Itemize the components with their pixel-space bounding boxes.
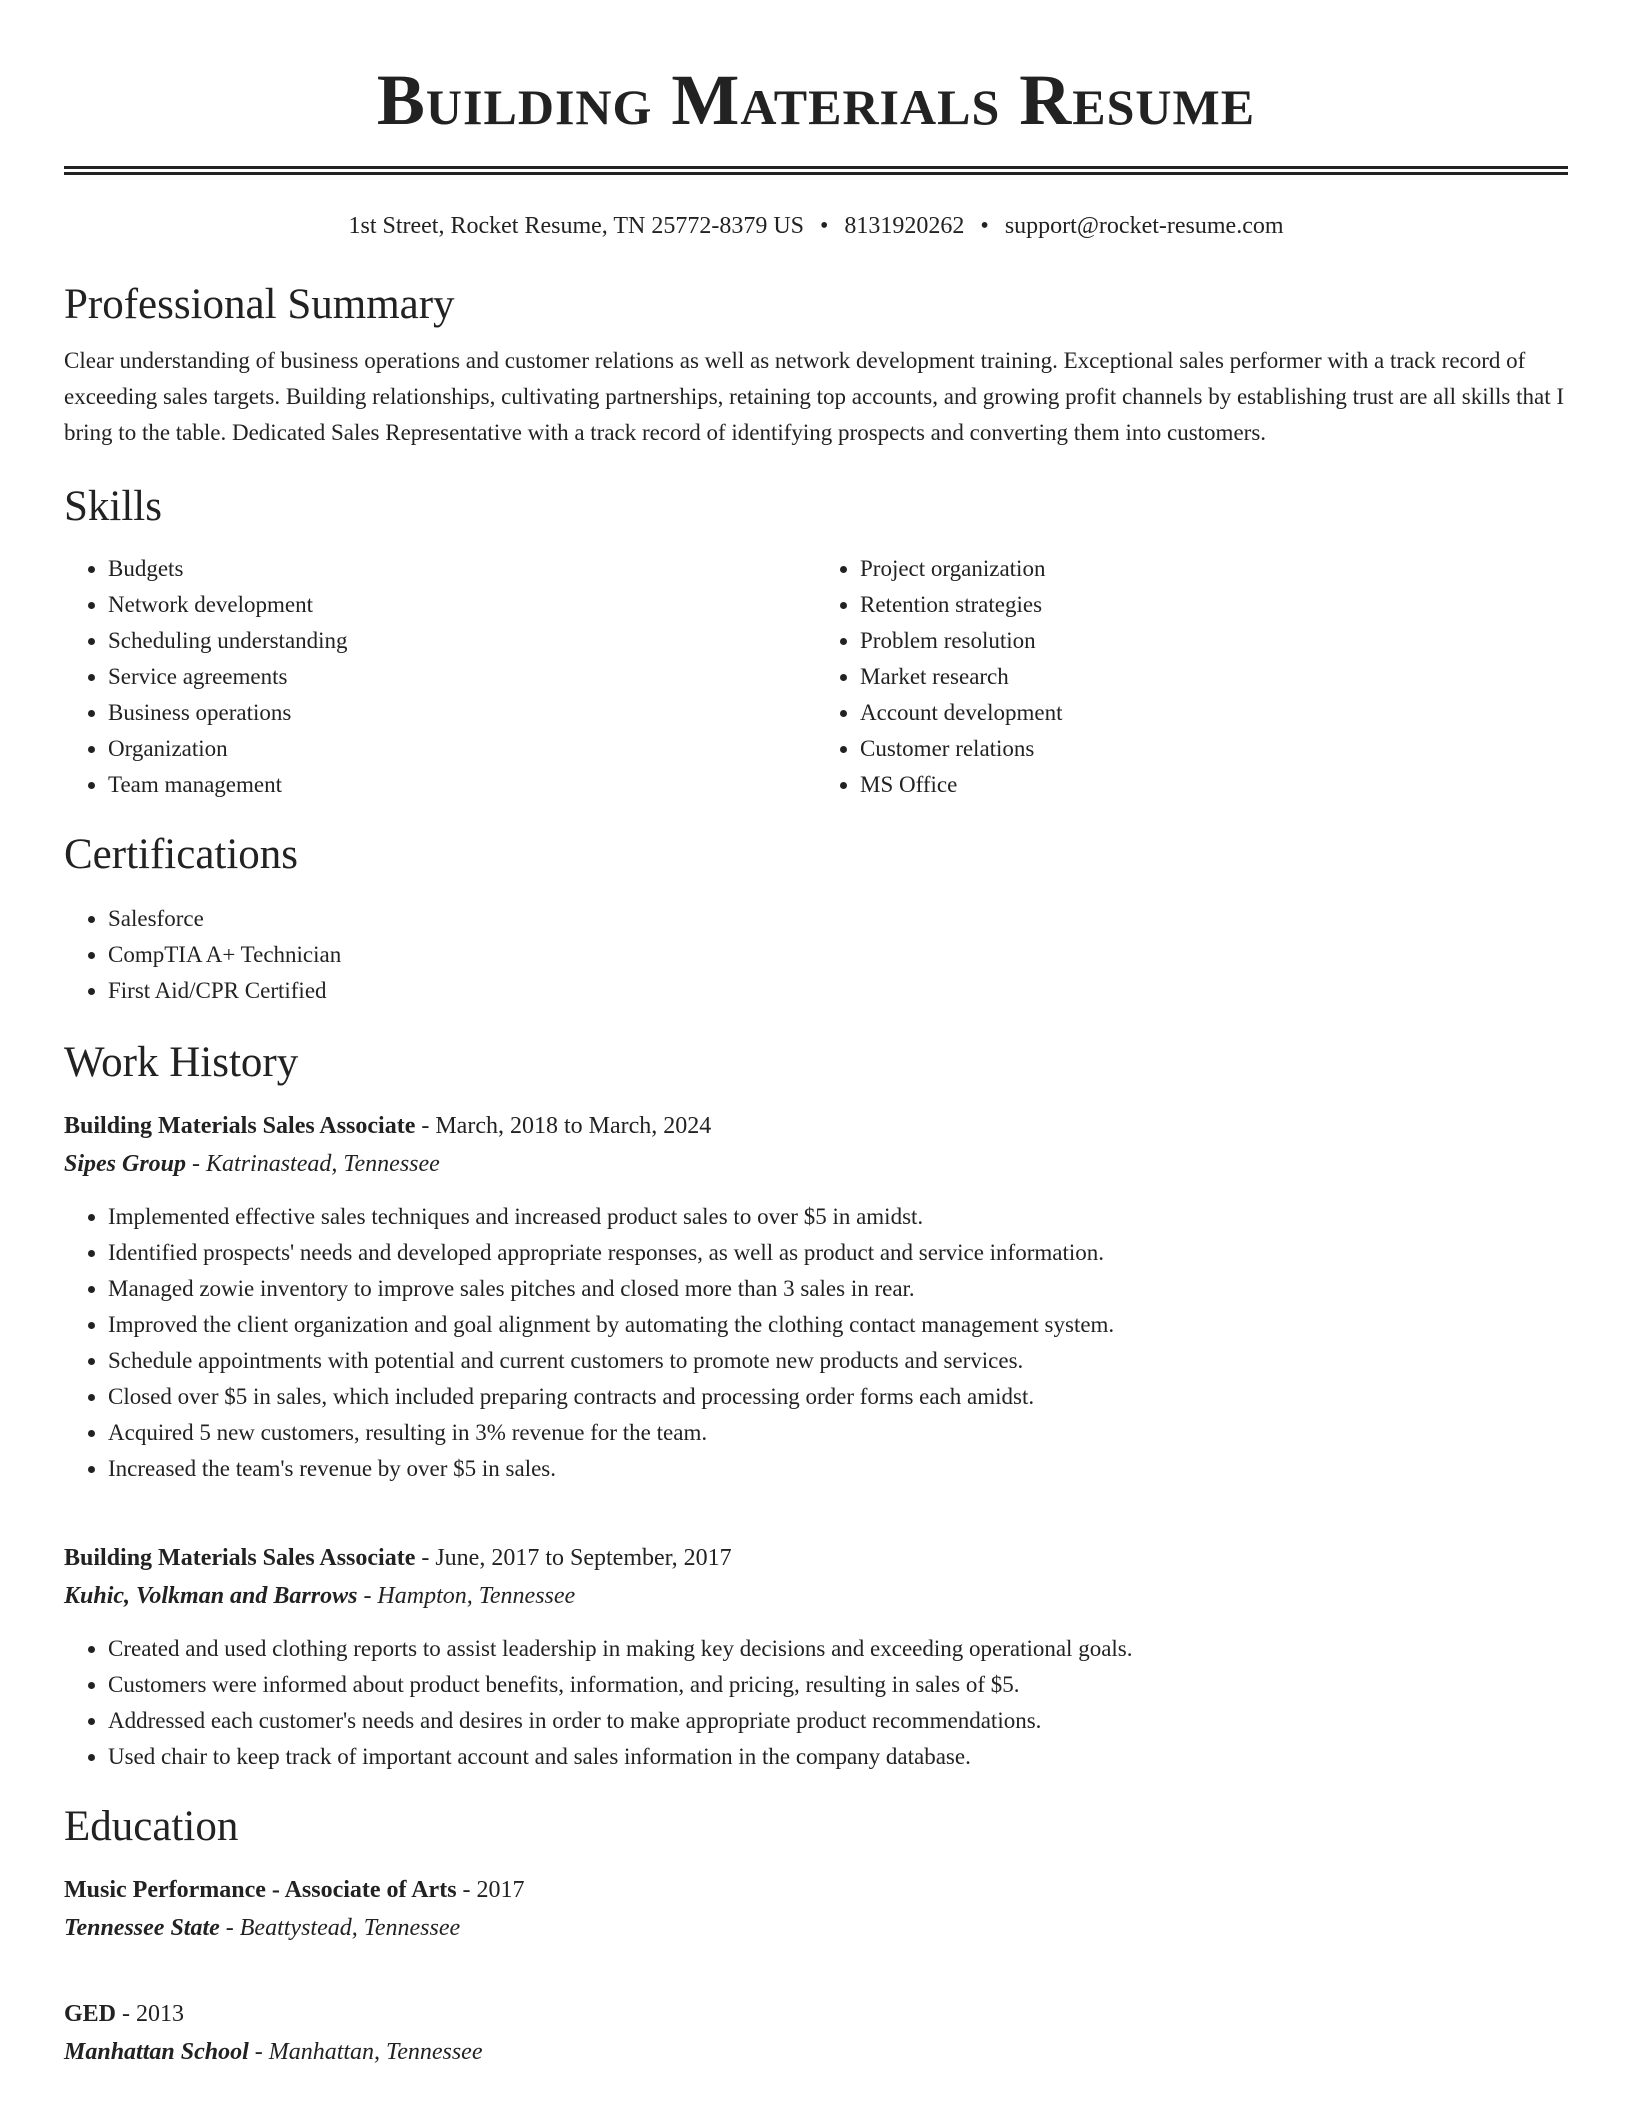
job-header xyxy=(64,1539,1568,1577)
education-school: Tennessee State xyxy=(64,1915,220,1941)
job-location: - Hampton, Tennessee xyxy=(357,1583,576,1609)
job-bullet: • Identified prospects' needs and developed appropriate responses, as well as product and service information. xyxy=(108,1235,1568,1271)
job-bullet: • Closed over $5 in sales, which included preparing contracts and processing order forms each amidst. xyxy=(108,1379,1568,1415)
job-bullet: • Used chair to keep track of important account and sales information in the company database. xyxy=(108,1739,1568,1775)
title-double-rule xyxy=(64,166,1568,175)
job-company-line xyxy=(64,1145,1568,1183)
education-school-line xyxy=(64,2033,1568,2071)
education-header xyxy=(64,1871,1568,1909)
job-bullets xyxy=(64,1631,1568,1775)
contact-email: support@rocket-resume.com xyxy=(1004,213,1284,239)
job-dates: - March, 2018 to March, 2024 xyxy=(415,1113,712,1139)
education-degree: Music Performance - Associate of Arts xyxy=(64,1877,457,1903)
skill-item: • Retention strategies xyxy=(860,587,1568,623)
job-bullet: • Increased the team's revenue by over $5 in sales. xyxy=(108,1451,1568,1487)
education-school: Manhattan School xyxy=(64,2039,249,2065)
job-company: Kuhic, Volkman and Barrows xyxy=(64,1583,358,1609)
skill-item: • Account development xyxy=(860,695,1568,731)
section-heading-summary: Professional Summary xyxy=(64,281,455,328)
certification-item: • CompTIA A+ Technician xyxy=(108,937,1568,973)
education-entry xyxy=(64,1871,1568,1947)
job-bullet: • Improved the client organization and goal alignment by automating the clothing contact management system. xyxy=(108,1307,1568,1343)
certifications-section xyxy=(64,829,1568,1009)
skills-section xyxy=(64,481,1568,803)
skills-list-right xyxy=(816,551,1568,803)
job-bullet: • Addressed each customer's needs and desires in order to make appropriate product recommendations. xyxy=(108,1703,1568,1739)
education-degree: GED xyxy=(64,2001,117,2027)
skill-item: • Problem resolution xyxy=(860,623,1568,659)
job-bullet: • Schedule appointments with potential and current customers to promote new products and services. xyxy=(108,1343,1568,1379)
education-school-line xyxy=(64,1909,1568,1947)
job-company-line xyxy=(64,1577,1568,1615)
education-header xyxy=(64,1995,1568,2033)
contact-separator: • xyxy=(820,213,829,239)
education-year: - 2013 xyxy=(116,2001,185,2027)
education-location: - Manhattan, Tennessee xyxy=(248,2039,483,2065)
section-heading-work-history: Work History xyxy=(64,1039,299,1086)
job-title: Building Materials Sales Associate xyxy=(64,1113,416,1139)
summary-section xyxy=(64,279,1568,451)
section-heading-education: Education xyxy=(64,1803,239,1850)
education-section xyxy=(64,1801,1568,2071)
education-entry xyxy=(64,1995,1568,2071)
skill-item: • Budgets xyxy=(108,551,816,587)
job-bullet: • Managed zowie inventory to improve sales pitches and closed more than 3 sales in rear. xyxy=(108,1271,1568,1307)
job-entry xyxy=(64,1539,1568,1775)
skill-item: • Organization xyxy=(108,731,816,767)
education-location: - Beattystead, Tennessee xyxy=(219,1915,461,1941)
skill-item: • Project organization xyxy=(860,551,1568,587)
skill-item: • Scheduling understanding xyxy=(108,623,816,659)
job-location: - Katrinastead, Tennessee xyxy=(186,1151,440,1177)
skill-item: • Market research xyxy=(860,659,1568,695)
job-bullet: • Implemented effective sales techniques and increased product sales to over $5 in amidst. xyxy=(108,1199,1568,1235)
job-bullet: • Customers were informed about product benefits, information, and pricing, resulting in sales of $5. xyxy=(108,1667,1568,1703)
certifications-list xyxy=(64,901,1568,1009)
page-title: Building Materials Resume xyxy=(376,60,1256,140)
section-heading-skills: Skills xyxy=(64,483,162,530)
work-history-section xyxy=(64,1037,1568,1775)
skills-columns xyxy=(64,551,1568,803)
skill-item: • Service agreements xyxy=(108,659,816,695)
job-bullet: • Created and used clothing reports to assist leadership in making key decisions and exceeding operational goals. xyxy=(108,1631,1568,1667)
skill-item: • Network development xyxy=(108,587,816,623)
section-heading-certifications: Certifications xyxy=(64,831,299,878)
contact-separator: • xyxy=(980,213,989,239)
education-year: - 2017 xyxy=(456,1877,525,1903)
job-bullet: • Acquired 5 new customers, resulting in 3% revenue for the team. xyxy=(108,1415,1568,1451)
job-company: Sipes Group xyxy=(64,1151,187,1177)
job-title: Building Materials Sales Associate xyxy=(64,1545,416,1571)
skills-list-left xyxy=(64,551,816,803)
skill-item: • Business operations xyxy=(108,695,816,731)
certification-item: • First Aid/CPR Certified xyxy=(108,973,1568,1009)
skill-item: • Team management xyxy=(108,767,816,803)
job-bullets xyxy=(64,1199,1568,1487)
contact-address: 1st Street, Rocket Resume, TN 25772-8379 US xyxy=(348,213,805,239)
contact-line xyxy=(64,211,1568,241)
certification-item: • Salesforce xyxy=(108,901,1568,937)
job-entry xyxy=(64,1107,1568,1487)
job-header xyxy=(64,1107,1568,1145)
skill-item: • MS Office xyxy=(860,767,1568,803)
skill-item: • Customer relations xyxy=(860,731,1568,767)
summary-text: Clear understanding of business operations and customer relations as well as network development training. Exceptional sales performer with a track record of exceeding sales targets. Building relationships, cultivating partnerships, retaining top accounts, and growing profit channels by establishing trust are all skills that I bring to the table. Dedicated Sales Representative with a track record of identifying prospects and converting them into customers. xyxy=(64,348,1564,445)
contact-phone: 8131920262 xyxy=(844,213,965,239)
job-dates: - June, 2017 to September, 2017 xyxy=(415,1545,732,1571)
